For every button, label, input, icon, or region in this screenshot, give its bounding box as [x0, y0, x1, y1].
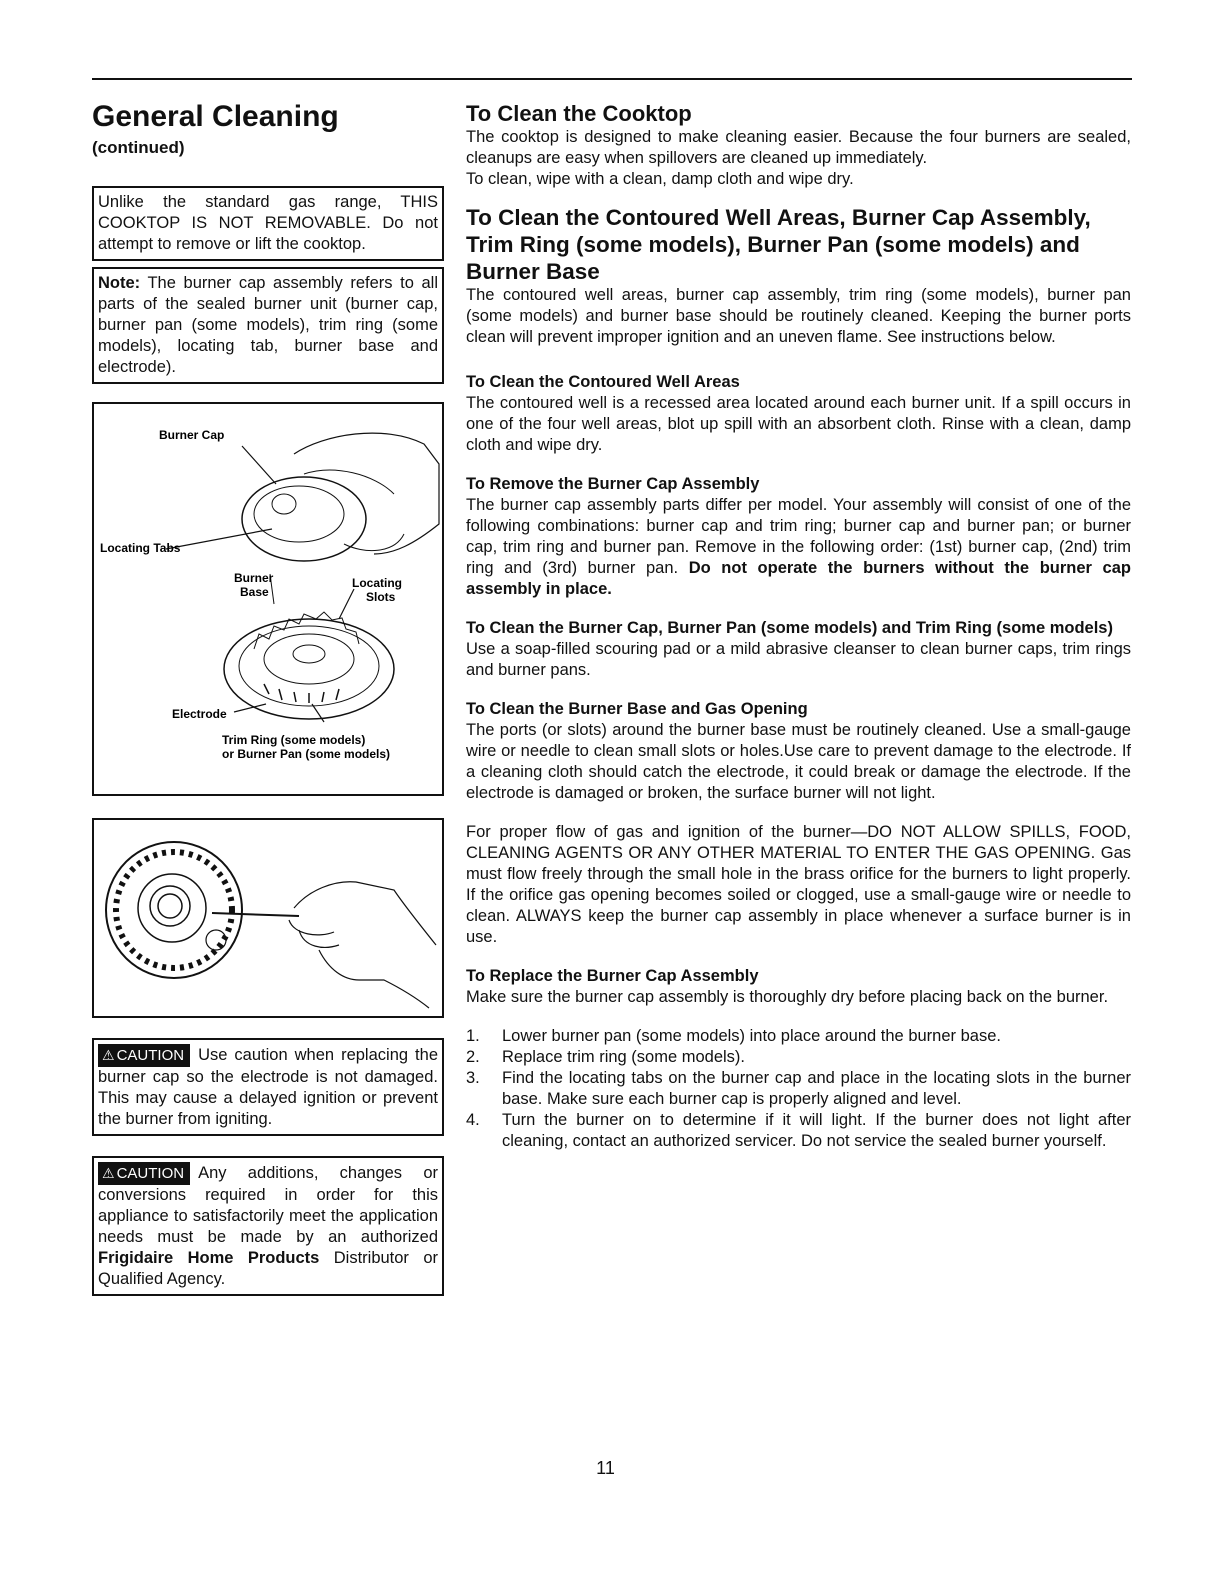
- section-replace-cap: [466, 966, 1131, 1152]
- burner-cleaning-figure: [92, 818, 444, 1018]
- burner-assembly-illustration: [94, 404, 442, 790]
- caution-conversions-text: Any additions, changes or conversions required in order for this appliance to satisfactorily meet the application needs must be made by an authorized: [98, 1164, 438, 1246]
- burner-assembly-figure: [92, 402, 444, 796]
- heading-remove-cap: To Remove the Burner Cap Assembly: [466, 475, 760, 493]
- right-column: [466, 101, 1131, 1170]
- locating-label: Locating: [352, 576, 402, 590]
- heading-well-areas: To Clean the Contoured Well Areas: [466, 373, 740, 391]
- caution-tag: ⚠ CAUTION: [98, 1162, 190, 1185]
- section-contoured-all: [466, 204, 1131, 348]
- page-subtitle: (continued): [92, 138, 185, 157]
- removable-notice-text: Unlike the standard gas range, THIS COOKTOP IS NOT REMOVABLE. Do not attempt to remove or lift the cooktop.: [98, 193, 438, 253]
- section-burner-base: [466, 699, 1131, 948]
- burner-label: Burner: [234, 571, 274, 585]
- replace-steps-list: [466, 1026, 1131, 1152]
- base-label: Base: [240, 585, 269, 599]
- left-column: [92, 100, 444, 1296]
- burner-cleaning-illustration: [94, 820, 442, 1012]
- list-item: 4. Turn the burner on to determine if it will light. If the burner does not light after cleaning, contact an authorized servicer. Do not service the sealed burner yourself.: [466, 1111, 1131, 1150]
- burner-base-paragraph-1: The ports (or slots) around the burner base must be routinely cleaned. Use a small-gauge wire or needle to clean small slots or holes.Use care to prevent damage to the electrode. If a cleaning cloth should catch the electrode, it could break or damage the electrode. If the electrode is damaged or broken, the surface burner will not light.: [466, 721, 1131, 802]
- note-label: Note:: [98, 274, 141, 292]
- brand-name: Frigidaire Home Products: [98, 1249, 320, 1267]
- list-item: 3. Find the locating tabs on the burner cap and place in the locating slots in the burner base. Make sure each burner cap is properly aligned and level.: [466, 1069, 1131, 1108]
- contoured-paragraph: The contoured well areas, burner cap assembly, trim ring (some models), burner pan (some models) and burner base should be routinely cleaned. Keeping the burner ports clean will prevent improper ignition and an uneven flame. See instructions below.: [466, 286, 1131, 346]
- electrode-label: Electrode: [172, 707, 227, 721]
- section-well-areas: [466, 372, 1131, 456]
- clean-cap-paragraph: Use a soap-filled scouring pad or a mild abrasive cleanser to clean burner caps, trim rings and burner pans.: [466, 640, 1131, 679]
- page-number: 11: [596, 1458, 615, 1478]
- locating-tabs-label: Locating Tabs: [100, 541, 181, 555]
- cooktop-paragraph-1: The cooktop is designed to make cleaning easier. Because the four burners are sealed, cleanups are easy when spillovers are cleaned up immediately.: [466, 128, 1131, 167]
- list-item: 2. Replace trim ring (some models).: [466, 1048, 745, 1066]
- caution-box-conversions: [92, 1156, 444, 1296]
- heading-clean-contoured-all: To Clean the Contoured Well Areas, Burner Cap Assembly, Trim Ring (some models), Burner Pan (some models) and Burner Base: [466, 205, 1091, 284]
- heading-replace-cap: To Replace the Burner Cap Assembly: [466, 967, 759, 985]
- page-title: General Cleaning: [92, 100, 339, 133]
- note-box: [92, 267, 444, 384]
- removable-notice-box: [92, 186, 444, 261]
- caution-tag: ⚠ CAUTION: [98, 1044, 190, 1067]
- burner-base-paragraph-2: For proper flow of gas and ignition of the burner—DO NOT ALLOW SPILLS, FOOD, CLEANING AGENTS OR ANY OTHER MATERIAL TO ENTER THE GAS OPENING. Gas must flow freely through the small hole in the brass orifice for the burners to light properly. If the orifice gas opening becomes soiled or clogged, use a small-gauge wire or needle to clean. ALWAYS keep the burner cap assembly in place whenever a surface burner is in use.: [466, 823, 1131, 946]
- note-text: The burner cap assembly refers to all parts of the sealed burner unit (burner cap, burner pan (some models), trim ring (some models), locating tab, burner base and electrode).: [98, 274, 438, 376]
- slots-label: Slots: [366, 590, 396, 604]
- burner-pan-label: or Burner Pan (some models): [222, 747, 391, 761]
- section-clean-cap: [466, 618, 1131, 681]
- caution-electrode-text: Use caution when replacing the burner cap so the electrode is not damaged. This may cause a delayed ignition or prevent the burner from igniting.: [98, 1046, 438, 1128]
- burner-cap-label: Burner Cap: [159, 428, 225, 442]
- list-item: 1. Lower burner pan (some models) into place around the burner base.: [466, 1027, 1001, 1045]
- section-remove-cap: [466, 474, 1131, 600]
- heading-clean-cap: To Clean the Burner Cap, Burner Pan (some models) and Trim Ring (some models): [466, 619, 1113, 637]
- heading-clean-cooktop: To Clean the Cooktop: [466, 101, 692, 126]
- heading-burner-base: To Clean the Burner Base and Gas Opening: [466, 700, 808, 718]
- remove-cap-paragraph: The burner cap assembly parts differ per model. Your assembly will consist of one of the following combinations: burner cap and trim ring; burner cap and burner pan; or burner cap, trim ring and burner pan. Remove in the following order: (1st) burner cap, (2nd) trim ring and (3rd) burner pan. Do not operate the burners without the burner cap assembly in place.: [466, 496, 1131, 598]
- warning-triangle-icon: ⚠: [102, 1165, 115, 1181]
- trim-ring-label: Trim Ring (some models): [222, 733, 366, 747]
- remove-cap-warning: Do not operate the burners without the burner cap assembly in place.: [466, 559, 1131, 598]
- warning-triangle-icon: ⚠: [102, 1047, 115, 1063]
- top-rule: [92, 78, 1132, 80]
- caution-conversions-text-end: Distributor or Qualified Agency.: [98, 1249, 438, 1288]
- cooktop-paragraph-2: To clean, wipe with a clean, damp cloth and wipe dry.: [466, 170, 854, 188]
- replace-cap-paragraph: Make sure the burner cap assembly is thoroughly dry before placing back on the burner.: [466, 988, 1109, 1006]
- caution-box-electrode: [92, 1038, 444, 1136]
- section-cooktop: [466, 101, 1131, 190]
- well-areas-paragraph: The contoured well is a recessed area located around each burner unit. If a spill occurs in one of the four well areas, blot up spill with an absorbent cloth. Rinse with a clean, damp cloth and wipe dry.: [466, 394, 1131, 454]
